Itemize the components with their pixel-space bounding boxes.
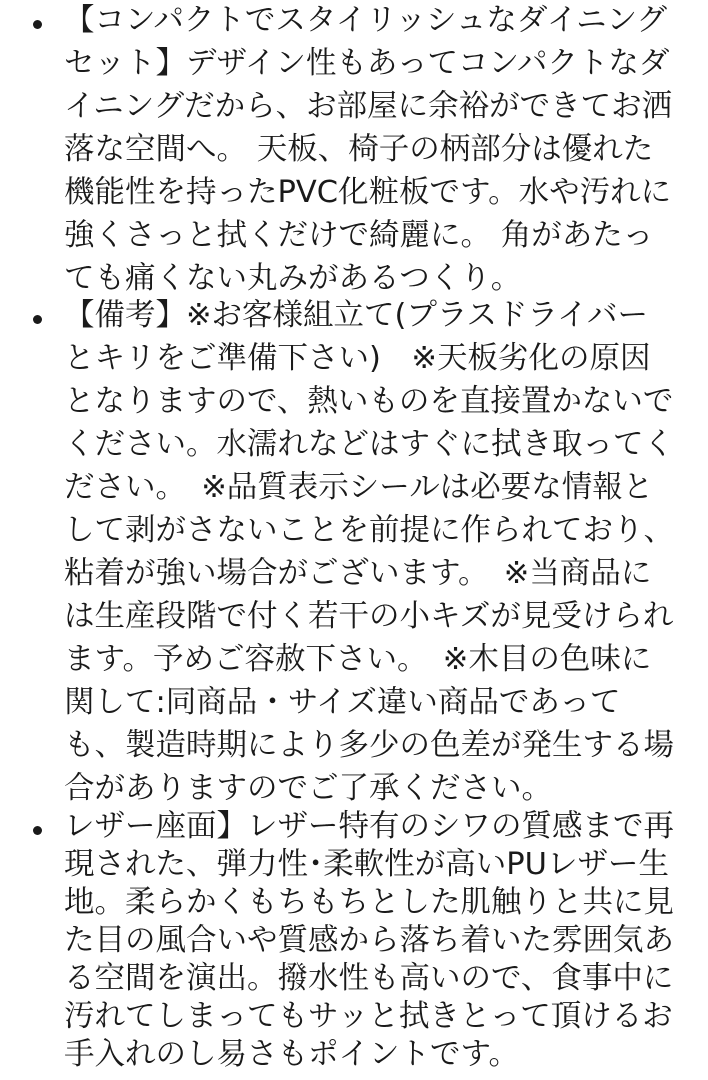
text-line: た目の風合いや質感から落ち着いた雰囲気あ [64,923,674,958]
text-line: 関して:同商品・サイズ違い商品であって [64,685,621,720]
text-line: とキリをご準備下さい) ※天板劣化の原因 [64,341,651,376]
text-line: セット】デザイン性もあってコンパクトなダ [64,46,670,81]
text-line: レザー座面】レザー特有のシワの質感まで再 [64,809,674,844]
text-line: 落な空間へ。 天板、椅子の柄部分は優れた [64,132,654,167]
bullet-dot-icon [33,826,42,835]
text-line: も、製造時期により多少の色差が発生する場 [64,728,674,763]
text-line: 合がありますのでご了承ください。 [64,771,552,806]
text-line: 手入れのし易さもポイントです。 [64,1037,520,1072]
text-line: ても痛くない丸みがあるつくり。 [64,261,522,296]
text-line: イニングだから、お部屋に余裕ができてお洒 [64,89,673,124]
text-line: ださい。 ※品質表示シールは必要な情報と [64,470,654,505]
text-line: 【コンパクトでスタイリッシュなダイニング [64,3,667,38]
bullet-dot-icon [33,20,42,29]
text-line: 【備考】※お客様組立て(プラスドライバー [64,298,649,333]
text-line: 機能性を持ったPVC化粧板です。水や汚れに [64,175,672,210]
text-line: 地。柔らかくもちもちとした肌触りと共に見 [64,885,674,920]
text-line: ください。水濡れなどはすぐに拭き取ってく [64,427,674,462]
bullet-dot-icon [33,315,42,324]
text-line: となりますので、熱いものを直接置かないで [64,384,674,419]
text-line: 現された、弾力性･柔軟性が高いPUレザー生 [64,847,669,882]
text-line: して剥がさないことを前提に作られており、 [64,513,674,548]
text-line: 粘着が強い場合がございます。 ※当商品に [64,556,652,591]
text-line: 汚れてしまってもサッと拭きとって頂けるお [64,999,673,1034]
text-line: る空間を演出。撥水性も高いので、食事中に [64,961,674,996]
text-line: は生産段階で付く若干の小キズが見受けられ [64,599,674,634]
text-line: 強くさっと拭くだけで綺麗に。 角があたっ [64,218,654,253]
text-line: ます。予めご容赦下さい。 ※木目の色味に [64,642,652,677]
